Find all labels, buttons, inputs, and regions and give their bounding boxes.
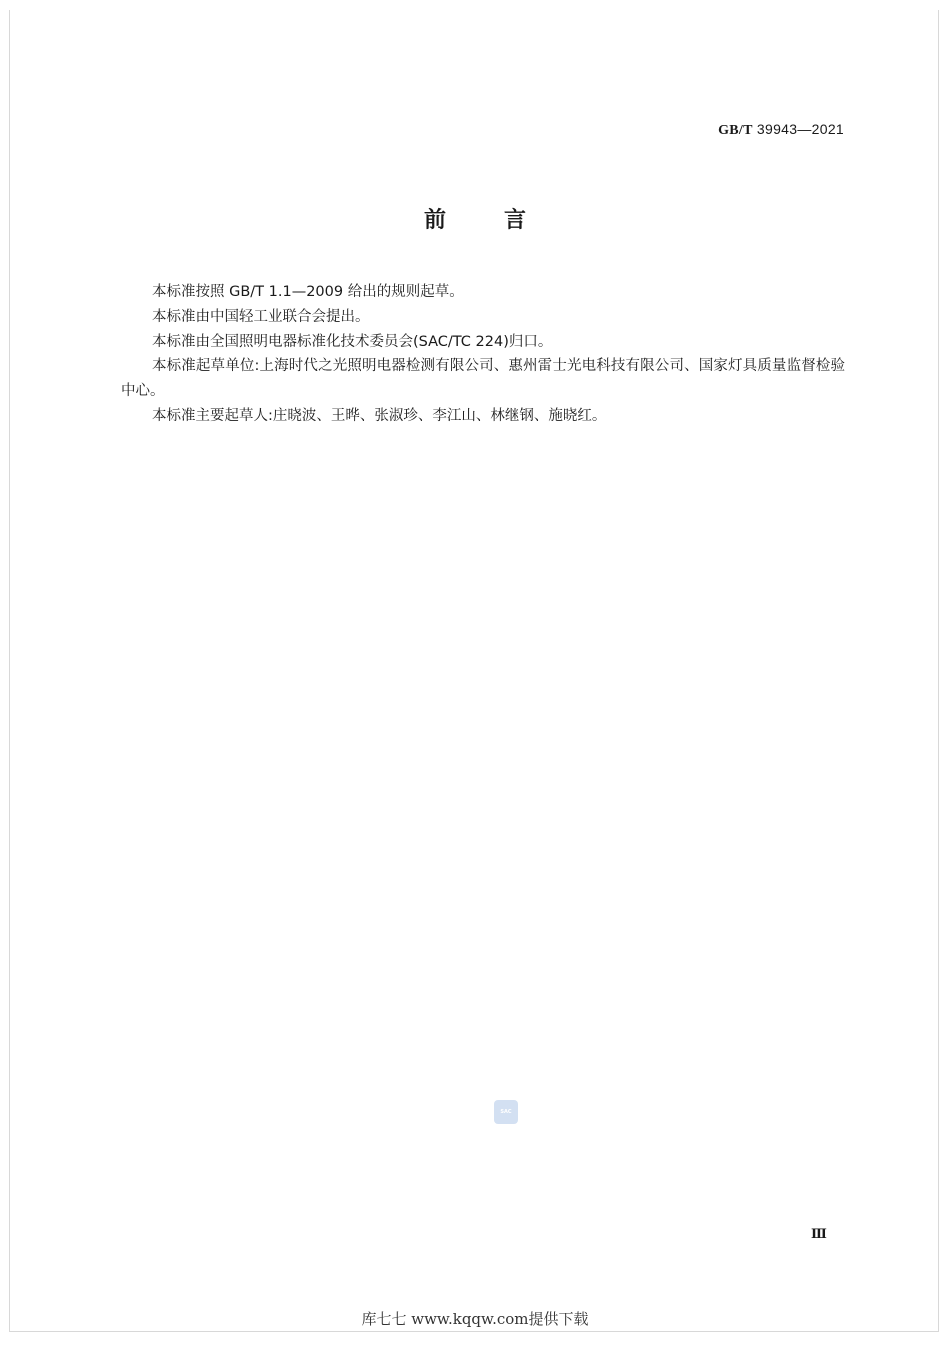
footer-download-credit: 库七七 www.kqqw.com提供下载 [361, 1310, 589, 1328]
paragraph-proposer: 本标准由中国轻工业联合会提出。 [152, 308, 370, 325]
paragraph-drafting-units: 本标准起草单位:上海时代之光照明电器检测有限公司、惠州雷士光电科技有限公司、国家灯具质量监督检验中心。 [121, 358, 845, 400]
standard-number [718, 121, 844, 139]
standard-year-number: 39943—2021 [756, 121, 844, 137]
page-number: Ⅲ [811, 1227, 827, 1242]
sac-logo-icon [494, 1100, 518, 1124]
page-title: 前言 [423, 208, 584, 233]
foreword-body [121, 280, 845, 429]
sac-logo-text: SAC [500, 1109, 512, 1115]
paragraph-drafting-rules: 本标准按照 GB/T 1.1—2009 给出的规则起草。 [152, 284, 464, 300]
standard-code: GB/T [718, 123, 753, 138]
paragraph-drafters: 本标准主要起草人:庄晓波、王晔、张淑珍、李江山、林继钢、施晓红。 [152, 407, 607, 424]
paragraph-committee: 本标准由全国照明电器标准化技术委员会(SAC/TC 224)归口。 [152, 333, 553, 350]
